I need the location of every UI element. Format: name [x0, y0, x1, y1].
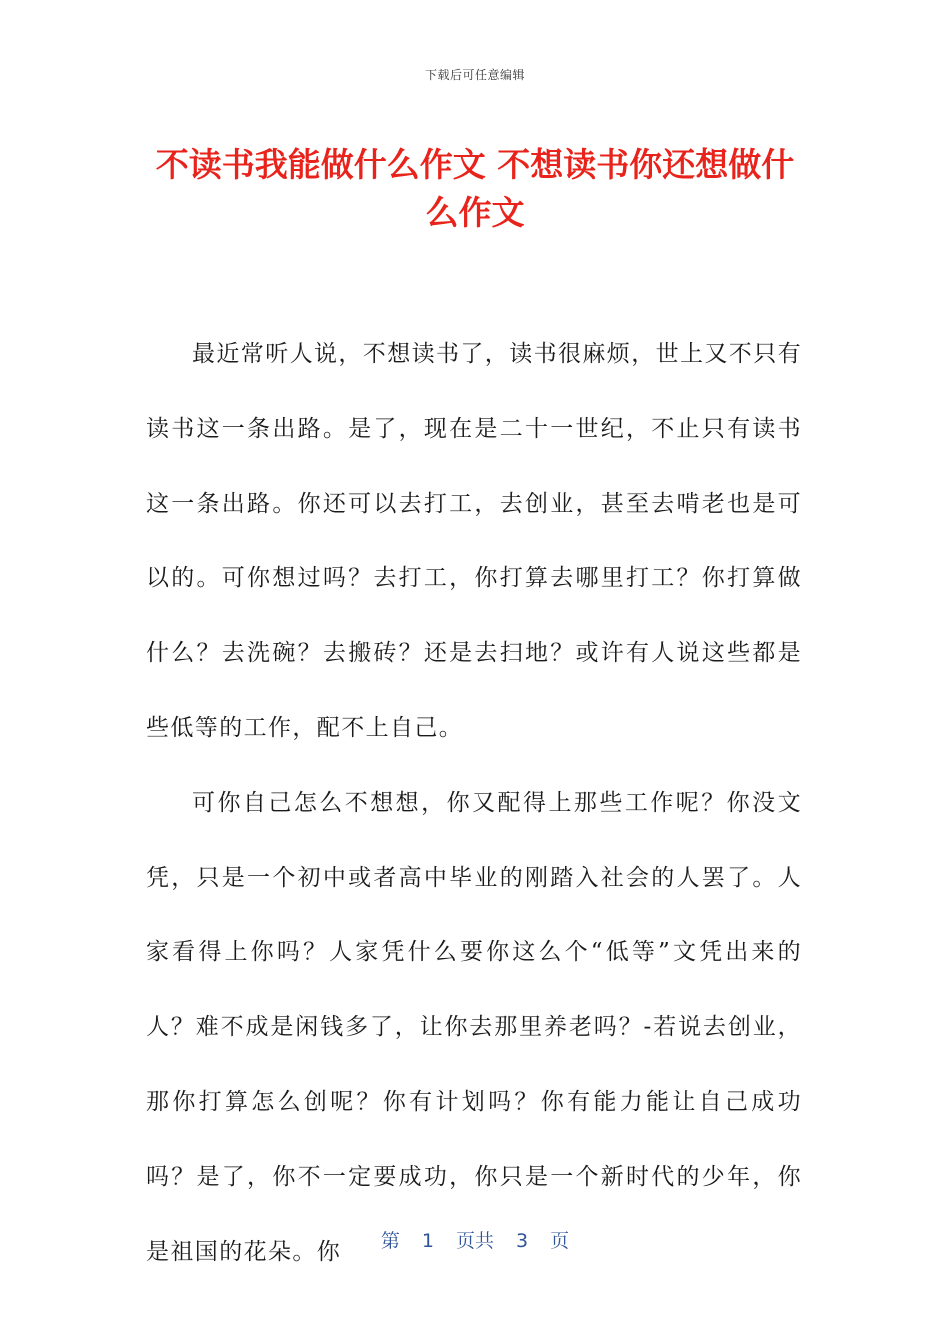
document-body — [146, 317, 802, 1289]
page-suffix: 页 — [550, 1230, 570, 1252]
document-title: 不读书我能做什么作文 不想读书你还想做什么作文 — [155, 145, 795, 232]
page-total: 3 — [516, 1230, 529, 1252]
page-current: 1 — [421, 1230, 434, 1252]
page-prefix: 第 — [380, 1230, 400, 1252]
header-note: 下载后可任意编辑 — [424, 68, 525, 82]
paragraph: 可你自己怎么不想想，你又配得上那些工作呢？你没文凭，只是一个初中或者高中毕业的刚踏入社会的人罢了。人家看得上你吗？人家凭什么要你这么个“低等”文凭出来的人？难不成是闲钱多了，让你去那里养老吗？-若说去创业，那你打算怎么创呢？你有计划吗？你有能力能让自己成功吗？是了，你不一定要成功，你只是一个新时代的少年，你是祖国的花朵。你 — [146, 789, 802, 1265]
page-number-footer — [0, 1226, 950, 1253]
page-middle: 页共 — [455, 1230, 494, 1252]
paragraph: 最近常听人说，不想读书了，读书很麻烦，世上又不只有读书这一条出路。是了，现在是二十一世纪，不止只有读书这一条出路。你还可以去打工，去创业，甚至去啃老也是可以的。可你想过吗？去打工，你打算去哪里打工？你打算做什么？去洗碗？去搬砖？还是去扫地？或许有人说这些都是些低等的工作，配不上自己。 — [146, 341, 802, 741]
